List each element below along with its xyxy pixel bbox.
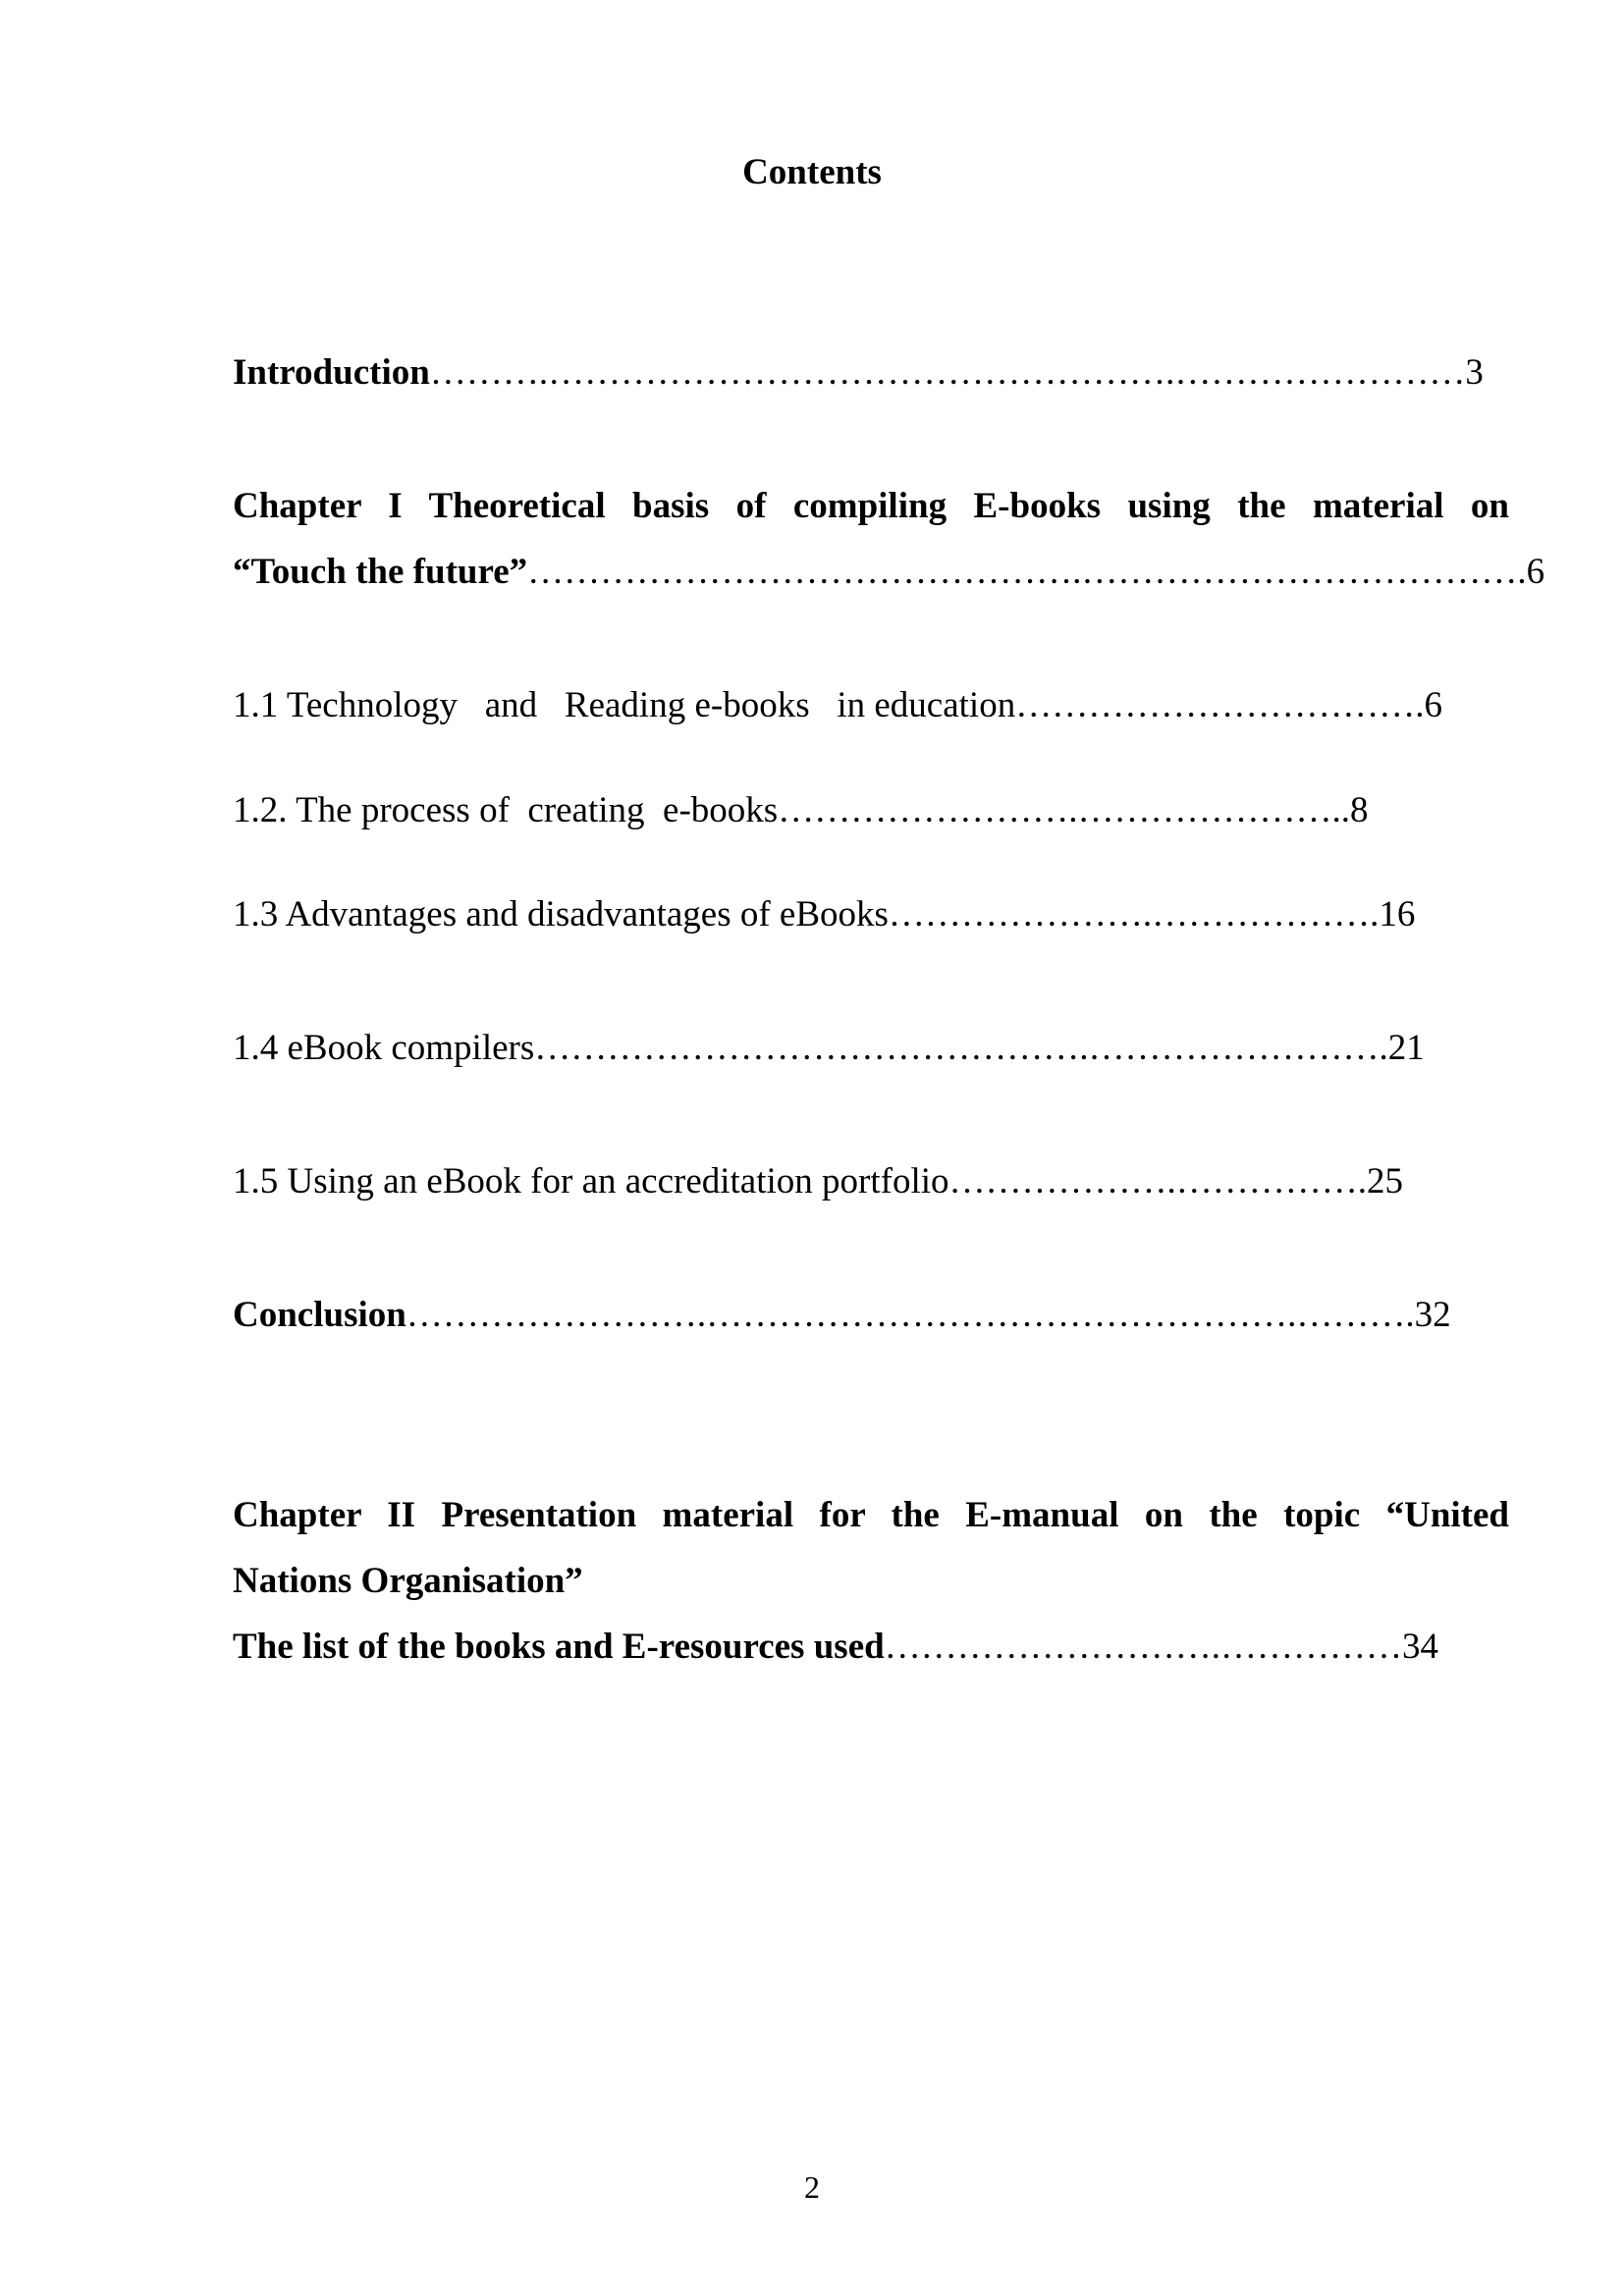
toc-chapter1-heading: Chapter I Theoretical basis of compiling E-books using the material on: [233, 486, 1509, 526]
toc-leader: ……………….…………….: [948, 1161, 1368, 1201]
toc-page-number: 6: [1424, 685, 1442, 725]
toc-entry-chapter1: [233, 551, 1545, 594]
toc-page-number: 3: [1465, 352, 1484, 393]
toc-chapter2-heading-cont: Nations Organisation”: [233, 1561, 583, 1601]
toc-label-1-1: 1.1 Technology and Reading e-books in education: [233, 685, 1016, 725]
toc-label-books: The list of the books and E-resources used: [233, 1627, 885, 1667]
toc-chapter2-line2: [233, 1560, 1509, 1603]
toc-entry-1-5: [233, 1160, 1509, 1203]
toc-leader: …………………………….: [1015, 685, 1425, 725]
toc-page-number: 8: [1349, 790, 1369, 830]
toc-page-number: 16: [1379, 894, 1416, 934]
toc-chapter2-heading: Chapter II Presentation material for the E-manual on the topic “United: [233, 1495, 1509, 1535]
page-title: Contents: [742, 152, 882, 192]
toc-label-1-2: 1.2. The process of creating e-books: [233, 790, 779, 830]
toc-label-1-3: 1.3 Advantages and disadvantages of eBooks: [233, 894, 889, 934]
toc-entry-books: [233, 1626, 1509, 1669]
toc-entry-1-1: [233, 684, 1509, 727]
toc-entry-1-2: [233, 789, 1509, 832]
toc-label-1-5: 1.5 Using an eBook for an accreditation portfolio: [233, 1161, 949, 1201]
toc-leader: ……….…………………………………………….……………………: [429, 352, 1466, 393]
toc-page-number: 34: [1401, 1627, 1438, 1667]
toc-label-chapter1: “Touch the future”: [233, 552, 528, 592]
toc-label-introduction: Introduction: [233, 352, 430, 393]
toc-label-1-4: 1.4 eBook compilers: [233, 1028, 535, 1068]
toc-label-conclusion: Conclusion: [233, 1295, 406, 1335]
toc-page-number: 6: [1526, 552, 1545, 592]
toc-entry-conclusion: [233, 1294, 1509, 1337]
toc-leader: ……………………….……………: [884, 1627, 1402, 1667]
toc-chapter2-line1: [233, 1494, 1509, 1537]
toc-leader: …………………….………………………………………….……….: [406, 1295, 1415, 1335]
page-number: 2: [804, 2169, 820, 2205]
toc-entry-introduction: [233, 351, 1509, 395]
toc-page-number: 21: [1387, 1028, 1425, 1068]
toc-chapter1-line1: [233, 485, 1509, 528]
toc-leader: ……………………………………….……………………………….: [527, 552, 1527, 592]
toc-leader: ………………….……………….: [888, 894, 1380, 934]
toc-entry-1-3: [233, 893, 1509, 936]
toc-page-number: 25: [1367, 1161, 1404, 1201]
toc-leader: ……………………………………….…………………….: [534, 1028, 1388, 1068]
toc-entry-1-4: [233, 1027, 1509, 1070]
toc-leader: …………………….…………………..: [778, 790, 1350, 830]
toc-page-number: 32: [1414, 1295, 1451, 1335]
